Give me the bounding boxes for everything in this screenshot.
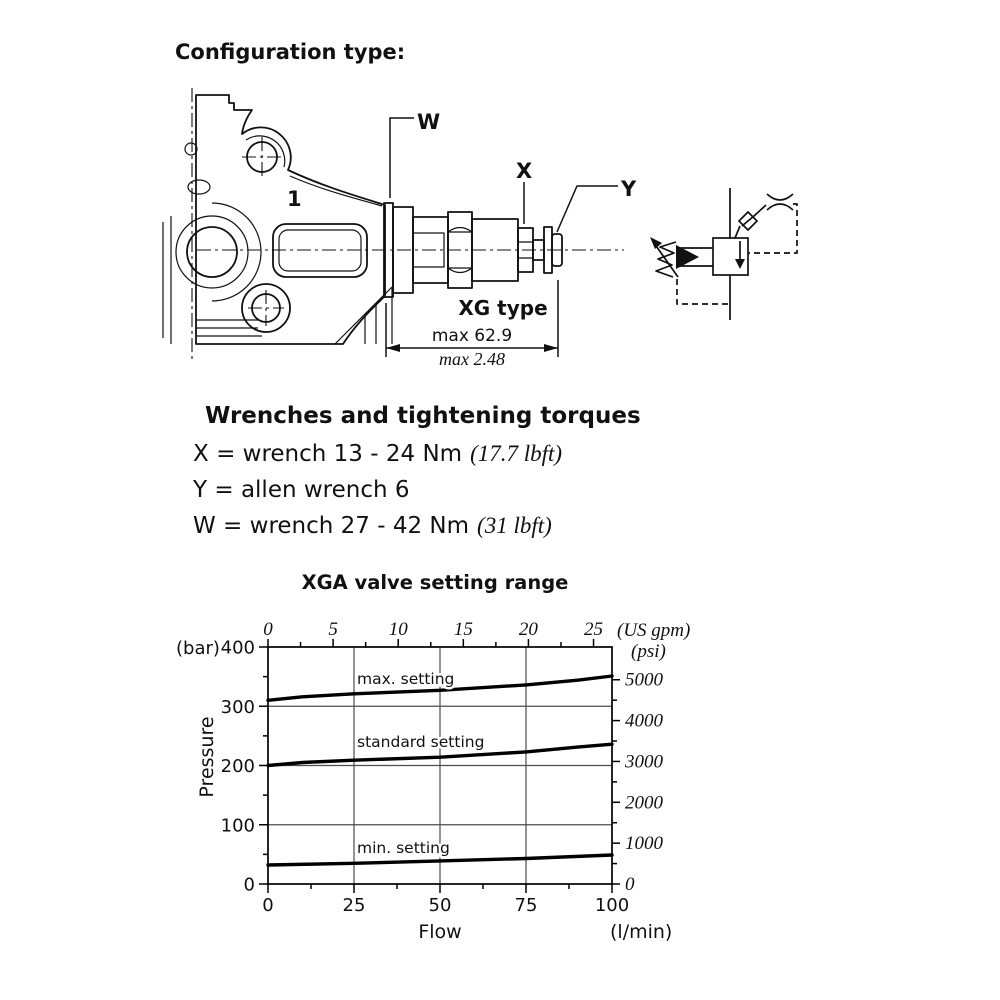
y-leader-line bbox=[557, 186, 618, 232]
torque-text-w: W = wrench 27 - 42 Nm bbox=[193, 513, 470, 539]
x2-axis-unit-gpm: (US gpm) bbox=[617, 620, 691, 641]
torque-line-y bbox=[193, 472, 641, 508]
y2-tick-label: 4000 bbox=[625, 710, 663, 732]
hydraulic-symbol bbox=[650, 188, 797, 320]
curve-label-standard: standard setting bbox=[357, 733, 485, 751]
curve-label-max: max. setting bbox=[357, 670, 455, 688]
w-leader-line bbox=[390, 118, 414, 198]
y-tick-label: 400 bbox=[220, 637, 255, 659]
dimension-mm: max 62.9 bbox=[431, 326, 513, 346]
wrench-label-w: W bbox=[417, 110, 441, 134]
torque-note-w: (31 lbft) bbox=[477, 513, 552, 538]
curve-label-min: min. setting bbox=[357, 839, 450, 857]
x2-tick-label: 20 bbox=[518, 619, 538, 640]
x2-tick-label: 0 bbox=[263, 619, 273, 640]
valve-body-outline bbox=[163, 95, 392, 344]
y2-axis-unit-psi: (psi) bbox=[631, 641, 666, 662]
torque-text-y: Y = allen wrench 6 bbox=[193, 477, 410, 503]
torques-title: Wrenches and tightening torques bbox=[205, 403, 641, 429]
torque-note-x: (17.7 lbft) bbox=[470, 441, 563, 466]
x-tick-label: 50 bbox=[428, 895, 452, 916]
part-number-label: 1 bbox=[287, 187, 302, 211]
y-axis-unit-bar: (bar) bbox=[176, 638, 220, 659]
x2-tick-label: 15 bbox=[453, 619, 473, 640]
y-tick-label: 100 bbox=[220, 815, 255, 837]
x-tick-label: 100 bbox=[594, 895, 630, 916]
y-tick-label: 300 bbox=[220, 696, 255, 718]
torque-line-x bbox=[193, 436, 641, 472]
y2-tick-label: 2000 bbox=[625, 792, 663, 814]
x-tick-label: 0 bbox=[262, 895, 274, 916]
x2-tick-label: 25 bbox=[584, 619, 604, 640]
x-axis-unit-lmin: (l/min) bbox=[610, 921, 673, 943]
x2-tick-label: 5 bbox=[328, 619, 338, 640]
y-tick-label: 0 bbox=[243, 874, 255, 896]
torque-line-w bbox=[193, 508, 641, 544]
wrench-label-x: X bbox=[516, 159, 533, 183]
y-axis-title: Pressure bbox=[196, 716, 218, 798]
y2-tick-label: 1000 bbox=[625, 833, 663, 855]
y2-tick-label: 0 bbox=[625, 874, 635, 895]
y-tick-label: 200 bbox=[220, 756, 255, 777]
x-tick-label: 75 bbox=[514, 895, 538, 916]
x2-tick-label: 10 bbox=[388, 619, 408, 640]
page-title: Configuration type: bbox=[175, 40, 406, 64]
x-axis-title: Flow bbox=[418, 921, 462, 943]
x-tick-label: 25 bbox=[342, 895, 366, 916]
y2-tick-label: 3000 bbox=[625, 751, 663, 773]
torques-section bbox=[193, 403, 641, 544]
y2-tick-label: 5000 bbox=[625, 669, 663, 691]
chart-title: XGA valve setting range bbox=[301, 571, 569, 594]
dimension-inch: max 2.48 bbox=[439, 349, 505, 369]
wrench-label-y: Y bbox=[621, 177, 637, 201]
xg-type-label: XG type bbox=[458, 296, 548, 320]
torque-text-x: X = wrench 13 - 24 Nm bbox=[193, 441, 463, 467]
